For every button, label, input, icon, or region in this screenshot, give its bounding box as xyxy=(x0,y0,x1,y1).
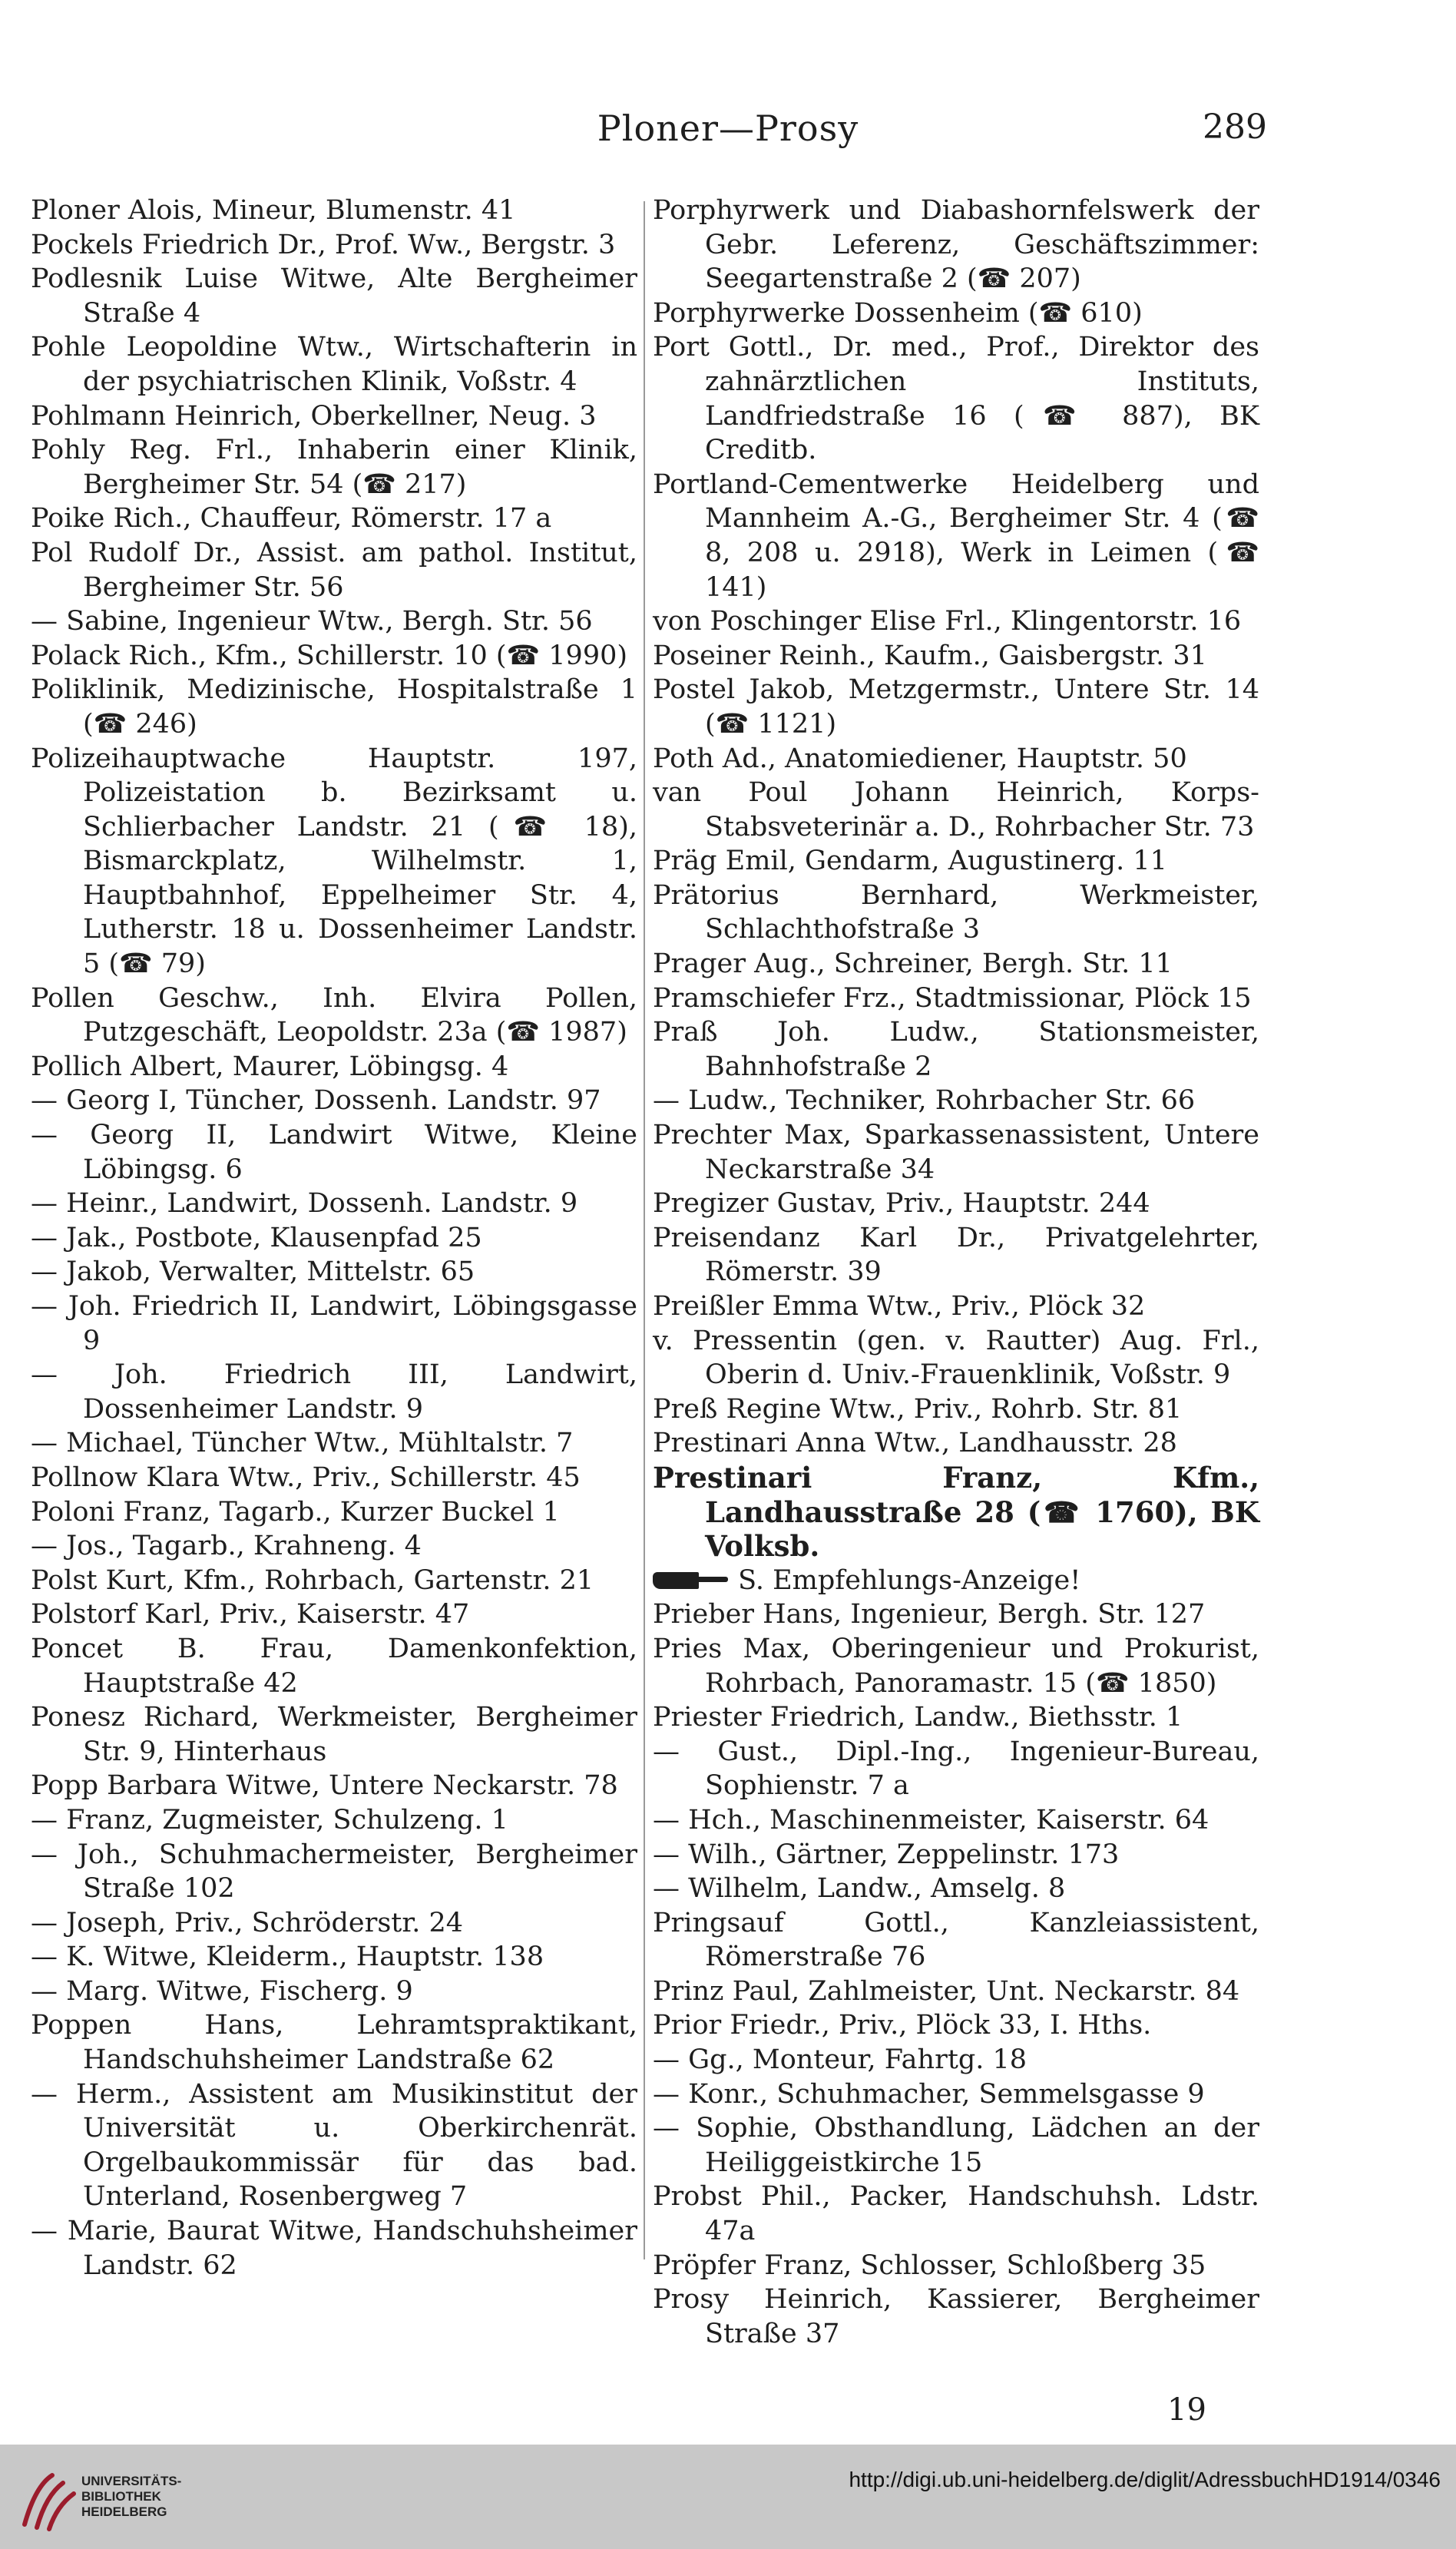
directory-entry: Prinz Paul, Zahlmeister, Unt. Neckarstr. 84 xyxy=(653,1975,1240,2007)
page-header xyxy=(0,108,1456,154)
directory-entry: — Gg., Monteur, Fahrtg. 18 xyxy=(653,2044,1027,2076)
directory-entry: Pregizer Gustav, Priv., Hauptstr. 244 xyxy=(653,1188,1150,1220)
directory-entry: Polstorf Karl, Priv., Kaiserstr. 47 xyxy=(31,1599,470,1630)
page-number: 289 xyxy=(1203,108,1267,147)
directory-entry: — Marie, Baurat Witwe, Handschuhsheimer Landstr. 62 xyxy=(31,2216,637,2281)
directory-entry: Polst Kurt, Kfm., Rohrbach, Gartenstr. 21 xyxy=(31,1564,594,1596)
directory-entry: von Poschinger Elise Frl., Klingentorstr. 16 xyxy=(653,606,1242,637)
directory-entry: — Joh., Schuhmachermeister, Bergheimer Straße 102 xyxy=(31,1839,637,1905)
directory-entry: — Joh. Friedrich III, Landwirt, Dossenheimer Landstr. 9 xyxy=(31,1359,637,1425)
directory-entry: v. Pressentin (gen. v. Rautter) Aug. Frl., Oberin d. Univ.-Frauenklinik, Voßstr. 9 xyxy=(653,1325,1259,1391)
directory-entry: Pollnow Klara Wtw., Priv., Schillerstr. 45 xyxy=(31,1462,581,1493)
directory-entry: Poncet B. Frau, Damenkonfektion, Hauptstraße 42 xyxy=(31,1633,637,1699)
directory-entry: — Herm., Assistent am Musikinstitut der Universität u. Oberkirchenrät. Orgelbaukommissär für das bad. Unterland, Rosenbergweg 7 xyxy=(31,2078,637,2213)
left-column xyxy=(31,194,637,2283)
directory-entry: Pohly Reg. Frl., Inhaberin einer Klinik, Bergheimer Str. 54 (☎ 217) xyxy=(31,435,637,500)
directory-entry: Praß Joh. Ludw., Stationsmeister, Bahnhofstraße 2 xyxy=(653,1017,1259,1082)
directory-entry: Pringsauf Gottl., Kanzleiassistent, Römerstraße 76 xyxy=(653,1907,1259,1973)
logo-line: BIBLIOTHEK xyxy=(81,2489,161,2504)
directory-entry: Pohlmann Heinrich, Oberkellner, Neug. 3 xyxy=(31,400,597,432)
logo-line: UNIVERSITÄTS- xyxy=(81,2474,182,2488)
directory-entry: — Wilh., Gärtner, Zeppelinstr. 173 xyxy=(653,1839,1120,1870)
directory-entry: — Marg. Witwe, Fischerg. 9 xyxy=(31,1975,413,2007)
logo-text xyxy=(81,2474,181,2520)
directory-entry: Portland-Cementwerke Heidelberg und Mannheim A.-G., Bergheimer Str. 4 (☎ 8, 208 u. 2918), Werk in Leimen (☎ 141) xyxy=(653,468,1259,603)
directory-entry: — Michael, Tüncher Wtw., Mühltalstr. 7 xyxy=(31,1428,574,1459)
signature-mark: 19 xyxy=(1167,2392,1206,2428)
directory-entry: — K. Witwe, Kleiderm., Hauptstr. 138 xyxy=(31,1942,544,1973)
directory-entry: — Ludw., Techniker, Rohrbacher Str. 66 xyxy=(653,1085,1196,1117)
directory-entry: Pries Max, Oberingenieur und Prokurist, Rohrbach, Panoramastr. 15 (☎ 1850) xyxy=(653,1633,1259,1699)
right-column xyxy=(653,194,1259,2351)
directory-entry: — Georg I, Tüncher, Dossenh. Landstr. 97 xyxy=(31,1085,601,1117)
directory-entry: Ploner Alois, Mineur, Blumenstr. 41 xyxy=(31,195,516,226)
directory-entry: Prestinari Anna Wtw., Landhausstr. 28 xyxy=(653,1428,1177,1459)
directory-entry: Porphyrwerke Dossenheim (☎ 610) xyxy=(653,297,1143,329)
directory-entry: Pol Rudolf Dr., Assist. am pathol. Institut, Bergheimer Str. 56 xyxy=(31,537,637,603)
directory-entry: — Hch., Maschinenmeister, Kaiserstr. 64 xyxy=(653,1804,1209,1836)
directory-entry: — Jos., Tagarb., Krahneng. 4 xyxy=(31,1531,422,1562)
directory-entry: Port Gottl., Dr. med., Prof., Direktor des zahnärztlichen Instituts, Landfriedstraße 16 (☎ 887), BK Creditb. xyxy=(653,332,1259,466)
directory-entry: Popp Barbara Witwe, Untere Neckarstr. 78 xyxy=(31,1770,618,1802)
directory-entry: Prosy Heinrich, Kassierer, Bergheimer Straße 37 xyxy=(653,2284,1259,2349)
directory-entry: Präg Emil, Gendarm, Augustinerg. 11 xyxy=(653,846,1167,877)
directory-entry: — Wilhelm, Landw., Amselg. 8 xyxy=(653,1873,1066,1905)
directory-entry: — Jakob, Verwalter, Mittelstr. 65 xyxy=(31,1256,475,1288)
directory-entry: Poth Ad., Anatomiediener, Hauptstr. 50 xyxy=(653,743,1187,774)
directory-entry: Prechter Max, Sparkassenassistent, Untere Neckarstraße 34 xyxy=(653,1120,1259,1185)
directory-entry: — Sophie, Obsthandlung, Lädchen an der Heiliggeistkirche 15 xyxy=(653,2113,1259,2178)
directory-entry: Pröpfer Franz, Schlosser, Schloßberg 35 xyxy=(653,2249,1206,2281)
directory-entry: — Gust., Dipl.-Ing., Ingenieur-Bureau, Sophienstr. 7 a xyxy=(653,1736,1259,1802)
directory-entry: — Franz, Zugmeister, Schulzeng. 1 xyxy=(31,1804,508,1836)
directory-entry: Preß Regine Wtw., Priv., Rohrb. Str. 81 xyxy=(653,1393,1183,1425)
directory-entry: Postel Jakob, Metzgermstr., Untere Str. 14 (☎ 1121) xyxy=(653,674,1259,740)
directory-entry: Probst Phil., Packer, Handschuhsh. Ldstr. 47a xyxy=(653,2181,1259,2247)
directory-entry: Prieber Hans, Ingenieur, Bergh. Str. 127 xyxy=(653,1599,1206,1630)
pointing-hand-icon xyxy=(653,1569,730,1592)
directory-entry: Pollich Albert, Maurer, Löbingsg. 4 xyxy=(31,1051,509,1082)
logo-line: HEIDELBERG xyxy=(81,2504,167,2519)
directory-entry: Prestinari Franz, Kfm., Landhausstraße 28 (☎ 1760), BK Volksb. xyxy=(653,1460,1259,1564)
directory-entry: Ponesz Richard, Werkmeister, Bergheimer Str. 9, Hinterhaus xyxy=(31,1702,637,1767)
directory-entry: Poliklinik, Medizinische, Hospitalstraße 1 (☎ 246) xyxy=(31,674,637,740)
directory-entry: Poike Rich., Chauffeur, Römerstr. 17 a xyxy=(31,503,552,535)
directory-entry: — Jak., Postbote, Klausenpfad 25 xyxy=(31,1222,482,1253)
directory-entry: — Joseph, Priv., Schröderstr. 24 xyxy=(31,1907,464,1938)
directory-entry: Priester Friedrich, Landw., Biethsstr. 1 xyxy=(653,1702,1183,1733)
directory-entry: Prager Aug., Schreiner, Bergh. Str. 11 xyxy=(653,948,1173,980)
directory-entry: Preißler Emma Wtw., Priv., Plöck 32 xyxy=(653,1291,1146,1322)
directory-entry: Preisendanz Karl Dr., Privatgelehrter, Römerstr. 39 xyxy=(653,1222,1259,1288)
directory-entry: van Poul Johann Heinrich, Korps-Stabsveterinär a. D., Rohrbacher Str. 73 xyxy=(653,777,1259,842)
advertisement-notice xyxy=(653,1564,1259,1598)
source-url[interactable]: http://digi.ub.uni-heidelberg.de/diglit/AdressbuchHD1914/0346 xyxy=(849,2468,1441,2491)
directory-entry: Poloni Franz, Tagarb., Kurzer Buckel 1 xyxy=(31,1496,560,1528)
footer-bar xyxy=(0,2445,1456,2549)
directory-entry: Pramschiefer Frz., Stadtmissionar, Plöck 15 xyxy=(653,982,1252,1014)
directory-entry: Poseiner Reinh., Kaufm., Gaisbergstr. 31 xyxy=(653,640,1207,671)
directory-entry: Polack Rich., Kfm., Schillerstr. 10 (☎ 1990) xyxy=(31,640,628,671)
directory-entry: Polizeihauptwache Hauptstr. 197, Polizeistation b. Bezirksamt u. Schlierbacher Landstr. 21 (☎ 18), Bismarckplatz, Wilhelmstr. 1, Hauptbahnhof, Eppelheimer Str. 4, Lutherstr. 18 u. Dossenheimer Landstr. 5 (☎ 79) xyxy=(31,743,637,980)
directory-entry: — Joh. Friedrich II, Landwirt, Löbingsgasse 9 xyxy=(31,1291,637,1356)
directory-entry: Prior Friedr., Priv., Plöck 33, I. Hths. xyxy=(653,2010,1152,2041)
directory-entry: — Georg II, Landwirt Witwe, Kleine Löbingsg. 6 xyxy=(31,1120,637,1185)
directory-entry: Poppen Hans, Lehramtspraktikant, Handschuhsheimer Landstraße 62 xyxy=(31,2010,637,2076)
directory-entry: — Konr., Schuhmacher, Semmelsgasse 9 xyxy=(653,2078,1205,2110)
directory-entry: Podlesnik Luise Witwe, Alte Bergheimer Straße 4 xyxy=(31,263,637,329)
directory-entry: Porphyrwerk und Diabashornfelswerk der Gebr. Leferenz, Geschäftszimmer: Seegartenstraße 2 (☎ 207) xyxy=(653,195,1259,295)
column-divider xyxy=(644,201,645,2259)
directory-entry: Pockels Friedrich Dr., Prof. Ww., Bergstr. 3 xyxy=(31,229,616,260)
directory-entry: Prätorius Bernhard, Werkmeister, Schlachthofstraße 3 xyxy=(653,879,1259,945)
notice-text: S. Empfehlungs-Anzeige! xyxy=(730,1564,1081,1596)
directory-entry: — Heinr., Landwirt, Dossenh. Landstr. 9 xyxy=(31,1188,578,1220)
directory-entry: — Sabine, Ingenieur Wtw., Bergh. Str. 56 xyxy=(31,606,593,637)
directory-entry: Pohle Leopoldine Wtw., Wirtschafterin in der psychiatrischen Klinik, Voßstr. 4 xyxy=(31,332,637,397)
directory-entry: Pollen Geschw., Inh. Elvira Pollen, Putzgeschäft, Leopoldstr. 23a (☎ 1987) xyxy=(31,982,637,1048)
university-library-logo xyxy=(17,2463,81,2532)
running-title: Ploner—Prosy xyxy=(597,108,859,149)
